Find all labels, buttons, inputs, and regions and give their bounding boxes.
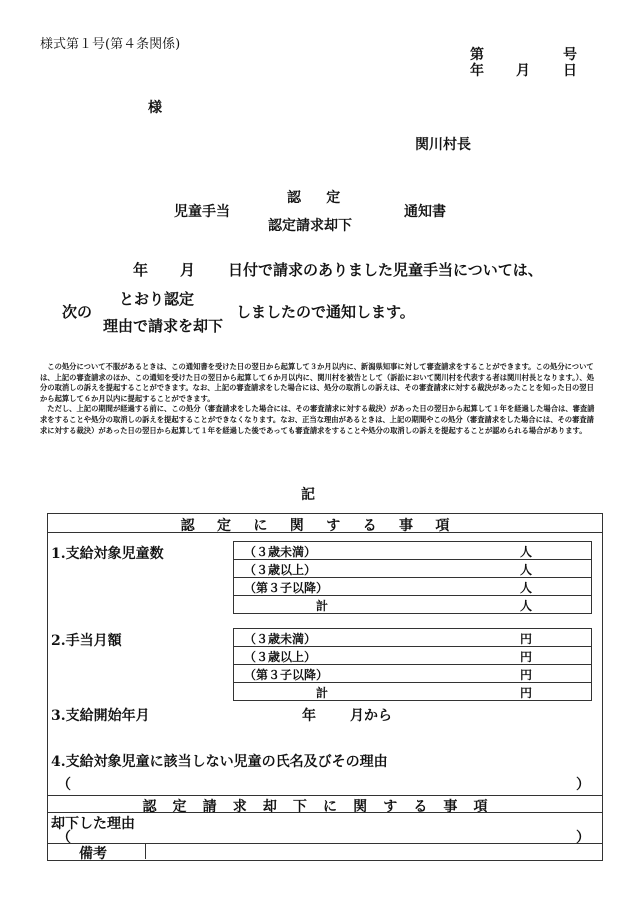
item1-row-over3-unit: 人 (520, 563, 533, 577)
item1-row-under3-unit: 人 (520, 545, 533, 559)
reject-reason-label: 却下した理由 (51, 816, 135, 832)
doc-number-prefix: 第 (470, 47, 484, 63)
item3-year: 年 (302, 708, 316, 724)
section2-header: 認定請求却下に関する事項 (142, 799, 504, 815)
date-day: 日 (563, 63, 577, 79)
item2-row-third-child (234, 665, 591, 683)
item4-paren-open: （ (57, 777, 71, 793)
addressee-honorific: 様 (148, 100, 162, 116)
date-year: 年 (470, 63, 484, 79)
appeal-notice (40, 362, 596, 436)
body-line1: 日付で請求のありました児童手当については、 (228, 261, 543, 279)
title-option-approve: 認 定 (287, 190, 346, 206)
item1-row-third-child-unit: 人 (520, 581, 533, 595)
body-month: 月 (180, 261, 196, 279)
item4-paren-close: ） (576, 777, 590, 793)
item2-row-over3-label: （３歳以上） (244, 650, 317, 664)
section1-header: 認定に関する事項 (180, 518, 472, 534)
body-option-reject: 理由で請求を却下 (103, 317, 224, 335)
appeal-notice-paragraph-2: ただし、上記の期間が経過する前に、この処分（審査請求をした場合には、その審査請求に対する裁決）があった日の翌日から起算して１年を経過した場合は、審査請求をすることや処分の取消しの訴えを提起することができなくなります。なお、正当な理由があるときは、上記の期間やこの処分（審査請求をした場合には、その審査請求に対する裁決）があった日の翌日から起算して１年を経過した後であっても審査請求をすることや処分の取消しの訴えを提起することが認められる場合があります。 (40, 404, 595, 435)
appeal-notice-paragraph-1: この処分について不服があるときは、この通知書を受けた日の翌日から起算して３か月以内に、新潟県知事に対して審査請求をすることができます。この処分については、上記の審査請求のほか、この通知を受けた日の翌日から起算して６か月以内に、関川村を被告として（訴訟において関川村を代表する者は関川村長となります。）、処分の取消しの訴えを提起することができます。なお、上記の審査請求をした場合には、処分の取消しの訴えは、その審査請求に対する裁決があったことを知った日の翌日から起算して６か月以内に提起することができます。 (40, 362, 594, 403)
remarks-divider (47, 843, 602, 844)
item3-month-from: 月から (350, 708, 392, 724)
item2-row-over3-unit: 円 (520, 650, 533, 664)
item2-box (233, 628, 592, 701)
item1-row-third-child (234, 578, 591, 596)
title-right: 通知書 (404, 204, 446, 220)
item1-row-total (234, 596, 591, 613)
item2-row-over3 (234, 647, 591, 665)
body-next-prefix: 次の (62, 303, 93, 321)
item1-row-under3 (234, 542, 591, 560)
item2-row-third-child-label: （第３子以降） (244, 668, 329, 682)
remarks-column-divider (145, 843, 146, 859)
item1-row-total-label: 計 (316, 599, 329, 613)
item4-label: 4.支給対象児童に該当しない児童の氏名及びその理由 (51, 754, 388, 770)
body-line2: しましたので通知します。 (236, 303, 415, 321)
item2-label: 2.手当月額 (51, 633, 122, 649)
title-option-reject: 認定請求却下 (268, 218, 352, 234)
item2-row-total (234, 683, 591, 700)
reject-reason-paren-close: ） (576, 830, 590, 846)
item2-row-under3-label: （３歳未満） (244, 632, 317, 646)
body-year: 年 (133, 261, 149, 279)
date-month: 月 (516, 63, 530, 79)
item1-row-total-unit: 人 (520, 599, 533, 613)
item2-row-third-child-unit: 円 (520, 668, 533, 682)
form-number: 様式第１号(第４条関係) (40, 37, 181, 52)
title-left: 児童手当 (174, 204, 230, 220)
reject-reason-paren-open: （ (57, 830, 71, 846)
doc-number-suffix: 号 (563, 47, 577, 63)
body-option-approve: とおり認定 (119, 290, 195, 308)
item2-row-under3-unit: 円 (520, 632, 533, 646)
ki-heading: 記 (301, 487, 315, 503)
item1-row-over3 (234, 560, 591, 578)
item2-row-under3 (234, 629, 591, 647)
item1-box (233, 541, 592, 614)
item1-row-under3-label: （３歳未満） (244, 545, 317, 559)
item2-row-total-unit: 円 (520, 686, 533, 700)
remarks-label: 備考 (79, 846, 107, 862)
item1-label: 1.支給対象児童数 (51, 546, 164, 562)
item2-row-total-label: 計 (316, 686, 329, 700)
section1-header-divider (47, 532, 602, 533)
item1-row-third-child-label: （第３子以降） (244, 581, 329, 595)
item1-row-over3-label: （３歳以上） (244, 563, 317, 577)
item3-label: 3.支給開始年月 (51, 708, 150, 724)
issuer-name: 関川村長 (415, 137, 471, 153)
